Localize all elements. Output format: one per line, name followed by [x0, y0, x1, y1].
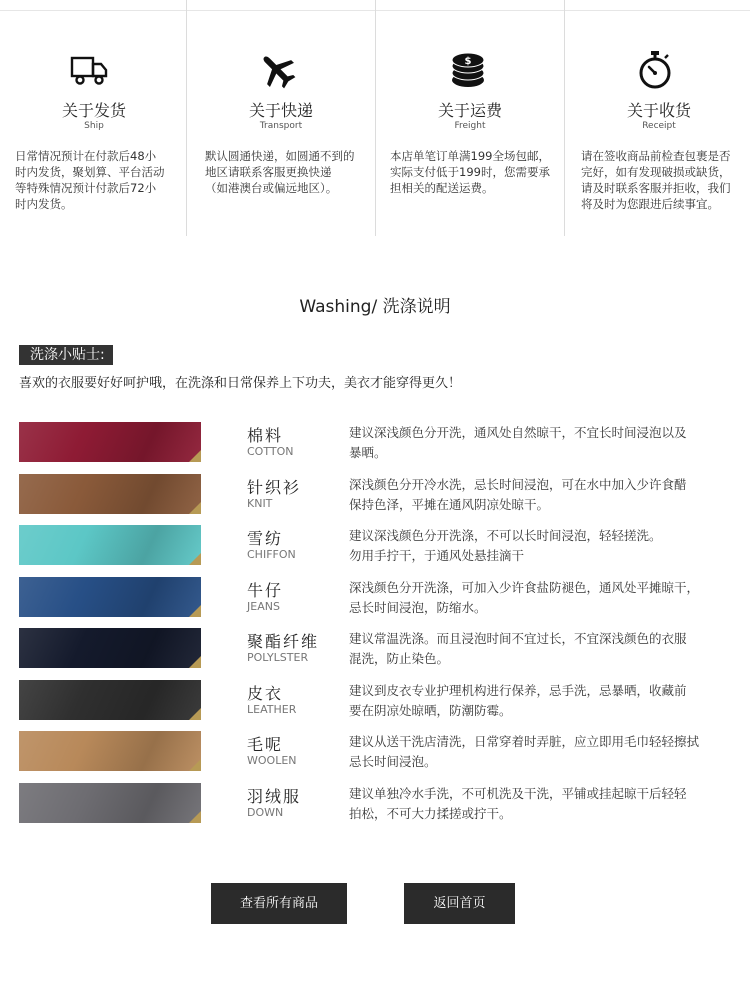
fabric-care: 建议深浅颜色分开洗，通风处自然晾干，不宜长时间浸泡以及 暴晒。 — [349, 425, 687, 460]
fabric-swatch-chiffon — [19, 525, 201, 565]
back-to-home-button[interactable]: 返回首页 — [404, 883, 515, 924]
service-receipt — [565, 0, 750, 236]
fabric-name: 棉料 — [247, 426, 284, 445]
service-title: 关于收货 — [626, 101, 691, 120]
service-title: 关于运费 — [437, 101, 502, 120]
view-all-products-button[interactable]: 查看所有商品 — [211, 883, 347, 924]
service-description: 日常情况预计在付款后48小 时内发货，聚划算、平台活动 等特殊情况预计付款后72小 时内发货。 — [15, 149, 165, 211]
service-title: 关于快递 — [248, 101, 313, 120]
fabric-name-en: LEATHER — [247, 703, 297, 716]
washing-title: Washing/ 洗涤说明 — [299, 297, 451, 317]
service-freight — [376, 0, 564, 236]
fabric-row-knit — [0, 474, 750, 514]
fabric-swatch-down — [19, 783, 201, 823]
service-subtitle: Freight — [454, 121, 486, 131]
fabric-row-down — [0, 783, 750, 823]
coins-icon — [448, 50, 488, 90]
fabric-row-chiffon — [0, 525, 750, 565]
service-description: 本店单笔订单满199全场包邮， 实际支付低于199时，您需要承 担相关的配送运费。 — [390, 149, 550, 195]
fabric-care: 建议从送干洗店清洗，日常穿着时弄脏，应立即用毛巾轻轻擦拭 忌长时间浸泡。 — [349, 734, 700, 769]
fabric-row-leather — [0, 680, 750, 720]
fabric-name-en: POLYLSTER — [247, 651, 309, 664]
service-title: 关于发货 — [61, 101, 126, 120]
fabric-row-cotton — [0, 422, 750, 462]
fabric-swatch-knit — [19, 474, 201, 514]
fabric-row-woolen — [0, 731, 750, 771]
fabric-swatch-polyester — [19, 628, 201, 668]
fabric-name: 羽绒服 — [247, 787, 302, 806]
fabric-row-jeans — [0, 577, 750, 617]
fabric-name-en: KNIT — [247, 497, 273, 510]
airplane-icon — [257, 50, 297, 90]
service-subtitle: Ship — [84, 121, 104, 131]
truck-icon — [69, 50, 109, 90]
fabric-swatch-jeans — [19, 577, 201, 617]
fabric-name: 牛仔 — [247, 581, 284, 600]
stopwatch-icon — [635, 50, 675, 90]
fabric-care: 建议单独冷水手洗，不可机洗及干洗，平铺或挂起晾干后轻轻 拍松，不可大力揉搓或拧干。 — [349, 786, 687, 821]
service-subtitle: Transport — [259, 121, 303, 131]
fabric-swatch-leather — [19, 680, 201, 720]
fabric-care: 建议常温洗涤。而且浸泡时间不宜过长，不宜深浅颜色的衣服 混洗，防止染色。 — [349, 631, 687, 666]
fabric-care: 深浅颜色分开洗涤，可加入少许食盐防褪色，通风处平摊晾干， 忌长时间浸泡，防缩水。 — [349, 580, 700, 615]
service-transport — [187, 0, 375, 236]
fabric-name-en: JEANS — [247, 600, 280, 613]
fabric-swatch-cotton — [19, 422, 201, 462]
fabric-name-en: WOOLEN — [247, 754, 297, 767]
fabric-name-en: COTTON — [247, 445, 294, 458]
washing-tip-badge: 洗涤小贴士: — [19, 345, 113, 365]
fabric-care: 建议到皮衣专业护理机构进行保养，忌手洗，忌暴晒，收藏前 要在阴凉处晾晒，防潮防霉。 — [349, 683, 687, 718]
service-info-section — [0, 0, 750, 236]
svg-text:$: $ — [464, 56, 472, 67]
fabric-care: 建议深浅颜色分开洗涤，不可以长时间浸泡，轻轻搓洗。 勿用手拧干，于通风处悬挂滴干 — [349, 528, 662, 563]
service-subtitle: Receipt — [642, 121, 676, 131]
service-description: 请在签收商品前检查包裹是否 完好，如有发现破损或缺货， 请及时联系客服并拒收，我们 将及时为您跟进后续事宜。 — [581, 149, 731, 211]
washing-tip-text: 喜欢的衣服要好好呵护哦，在洗涤和日常保养上下功夫，美衣才能穿得更久！ — [19, 376, 462, 391]
service-description: 默认圆通快递，如圆通不到的 地区请联系客服更换快递 （如港澳台或偏远地区）。 — [205, 149, 355, 195]
fabric-name: 皮衣 — [247, 684, 284, 703]
fabric-care: 深浅颜色分开冷水洗，忌长时间浸泡，可在水中加入少许食醋 保持色泽，平摊在通风阴凉处晾干。 — [349, 477, 687, 512]
fabric-name: 毛呢 — [247, 735, 284, 754]
fabric-name-en: CHIFFON — [247, 548, 296, 561]
service-ship — [0, 0, 188, 236]
fabric-row-polyester — [0, 628, 750, 668]
fabric-name: 聚酯纤维 — [247, 632, 320, 651]
fabric-name: 针织衫 — [247, 478, 302, 497]
fabric-name: 雪纺 — [247, 529, 284, 548]
fabric-name-en: DOWN — [247, 806, 284, 819]
fabric-swatch-woolen — [19, 731, 201, 771]
